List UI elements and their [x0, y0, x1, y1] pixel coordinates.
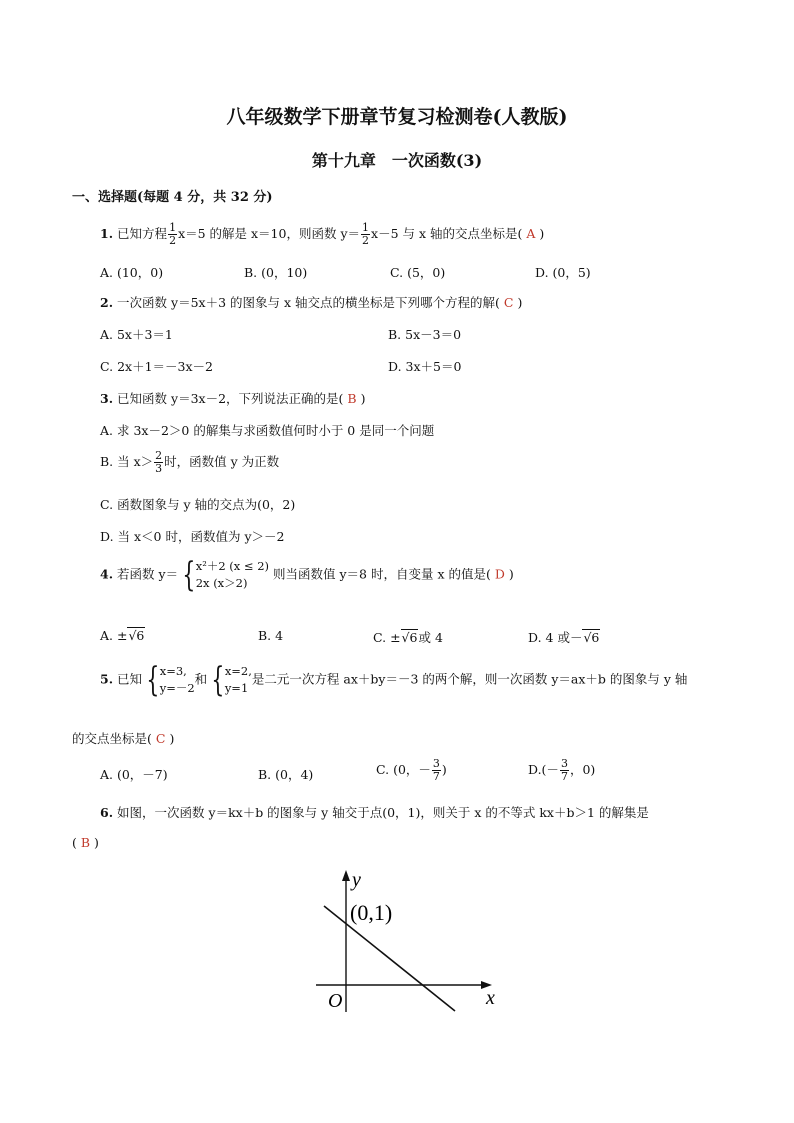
- question-text: 和: [194, 671, 208, 687]
- intercept-label: (0,1): [350, 900, 393, 925]
- fraction: $\frac{3}{7}$: [560, 757, 568, 783]
- option-a: A. 5x＋3＝1: [100, 327, 173, 342]
- y-axis-arrow: [342, 870, 350, 881]
- question-4: 4. 若函数 y＝ { x²＋2 (x ≤ 2) 2x (x＞2) 则当函数值 y＝8 时，自变量 x 的值是( D ): [100, 555, 514, 595]
- option-b: B. (0，4): [258, 767, 314, 782]
- question-text: x＝5 的解是 x＝10，则函数 y＝: [178, 226, 361, 241]
- option-b: B. 5x－3＝0: [388, 327, 462, 342]
- question-2: 2. 一次函数 y＝5x＋3 的图象与 x 轴交点的横坐标是下列哪个方程的解( C ): [100, 295, 523, 310]
- question-number: 1.: [100, 226, 114, 241]
- fraction: $\frac{1}{2}$: [362, 221, 370, 247]
- brace: {: [211, 660, 225, 700]
- question-number: 2.: [100, 295, 114, 310]
- option-d: D. (0，5): [535, 265, 591, 280]
- graph-figure: [300, 862, 520, 1022]
- option-d: D. 4 或－√6: [528, 630, 600, 645]
- option-b: B. 4: [258, 628, 284, 643]
- fraction: $\frac{1}{2}$: [169, 221, 177, 247]
- question-number: 3.: [100, 391, 114, 406]
- option-c: C. (5，0): [390, 265, 446, 280]
- fraction: $\frac{2}{3}$: [155, 449, 163, 475]
- option-a: A. 求 3x－2＞0 的解集与求函数值何时小于 0 是同一个问题: [100, 423, 435, 438]
- question-text: 已知方程: [117, 226, 168, 241]
- option-a: A. (10，0): [100, 265, 164, 280]
- brace: {: [182, 555, 196, 595]
- equation-system-1: x=3, y=－2: [159, 664, 195, 695]
- brace: {: [146, 660, 160, 700]
- equation-system-2: x=2, y=1: [224, 664, 252, 695]
- question-text: 则当函数值 y＝8 时，自变量 x 的值是(: [273, 566, 491, 582]
- y-axis-label: y: [352, 869, 361, 891]
- option-d: D. 3x＋5＝0: [388, 359, 462, 374]
- question-number: 4.: [100, 566, 114, 582]
- question-number: 5.: [100, 671, 114, 687]
- question-text: 若函数 y＝: [117, 566, 179, 582]
- option-b: B. (0，10): [244, 265, 308, 280]
- question-text: 已知函数 y＝3x－2，下列说法正确的是(: [117, 391, 344, 406]
- option-d: D.(－ $\frac{3}{7}$ ，0): [528, 757, 596, 783]
- option-b: B. 当 x＞ $\frac{2}{3}$ 时，函数值 y 为正数: [100, 449, 280, 475]
- question-text: 一次函数 y＝5x＋3 的图象与 x 轴交点的横坐标是下列哪个方程的解(: [117, 295, 500, 310]
- option-c: C. 2x＋1＝－3x－2: [100, 359, 213, 374]
- question-number: 6.: [100, 805, 114, 820]
- question-3: 3. 已知函数 y＝3x－2，下列说法正确的是( B ): [100, 391, 366, 406]
- question-text: 的交点坐标是(: [72, 731, 152, 746]
- question-text: 如图，一次函数 y＝kx＋b 的图象与 y 轴交于点(0，1)，则关于 x 的不等式 kx＋b＞1 的解集是: [117, 805, 649, 820]
- option-a: A. ±√6: [100, 628, 145, 643]
- question-6: [100, 803, 649, 821]
- option-c: C. (0，－ $\frac{3}{7}$ ): [376, 757, 447, 783]
- question-6-answer: ( B ): [72, 835, 99, 850]
- fraction: $\frac{3}{7}$: [432, 757, 440, 783]
- answer-mark: D: [494, 566, 505, 582]
- question-5: [100, 660, 688, 700]
- origin-label: O: [328, 990, 343, 1012]
- question-text: x－5 与 x 轴的交点坐标是(: [371, 226, 523, 241]
- option-d: D. 当 x＜0 时，函数值为 y＞－2: [100, 529, 285, 544]
- option-a: A. (0，－7): [100, 767, 168, 782]
- x-axis-label: x: [486, 987, 495, 1009]
- answer-mark: C: [155, 731, 166, 746]
- question-5-continued: 的交点坐标是( C ): [72, 731, 175, 746]
- question-text: 是二元一次方程 ax＋by＝－3 的两个解，则一次函数 y＝ax＋b 的图象与 y 轴: [251, 671, 688, 687]
- option-c: C. 函数图象与 y 轴的交点为(0，2): [100, 497, 296, 512]
- option-c: C. ±√6或 4: [373, 630, 443, 645]
- answer-mark: C: [503, 295, 514, 310]
- piecewise-cases: x²＋2 (x ≤ 2) 2x (x＞2): [195, 559, 270, 590]
- answer-mark: A: [526, 226, 536, 241]
- answer-mark: B: [80, 835, 91, 850]
- section-heading: 一、选择题(每题 4 分，共 32 分): [72, 190, 273, 205]
- answer-mark: B: [347, 391, 357, 406]
- question-text: 已知: [117, 671, 143, 687]
- chapter-subtitle: 第十九章 一次函数(3): [311, 151, 483, 170]
- question-1: 1. 已知方程 $\frac{1}{2}$ x＝5 的解是 x＝10，则函数 y＝ $\frac{1}{2}$ x－5 与 x 轴的交点坐标是( A ): [100, 221, 545, 247]
- page-title: 八年级数学下册章节复习检测卷(人教版): [226, 106, 568, 128]
